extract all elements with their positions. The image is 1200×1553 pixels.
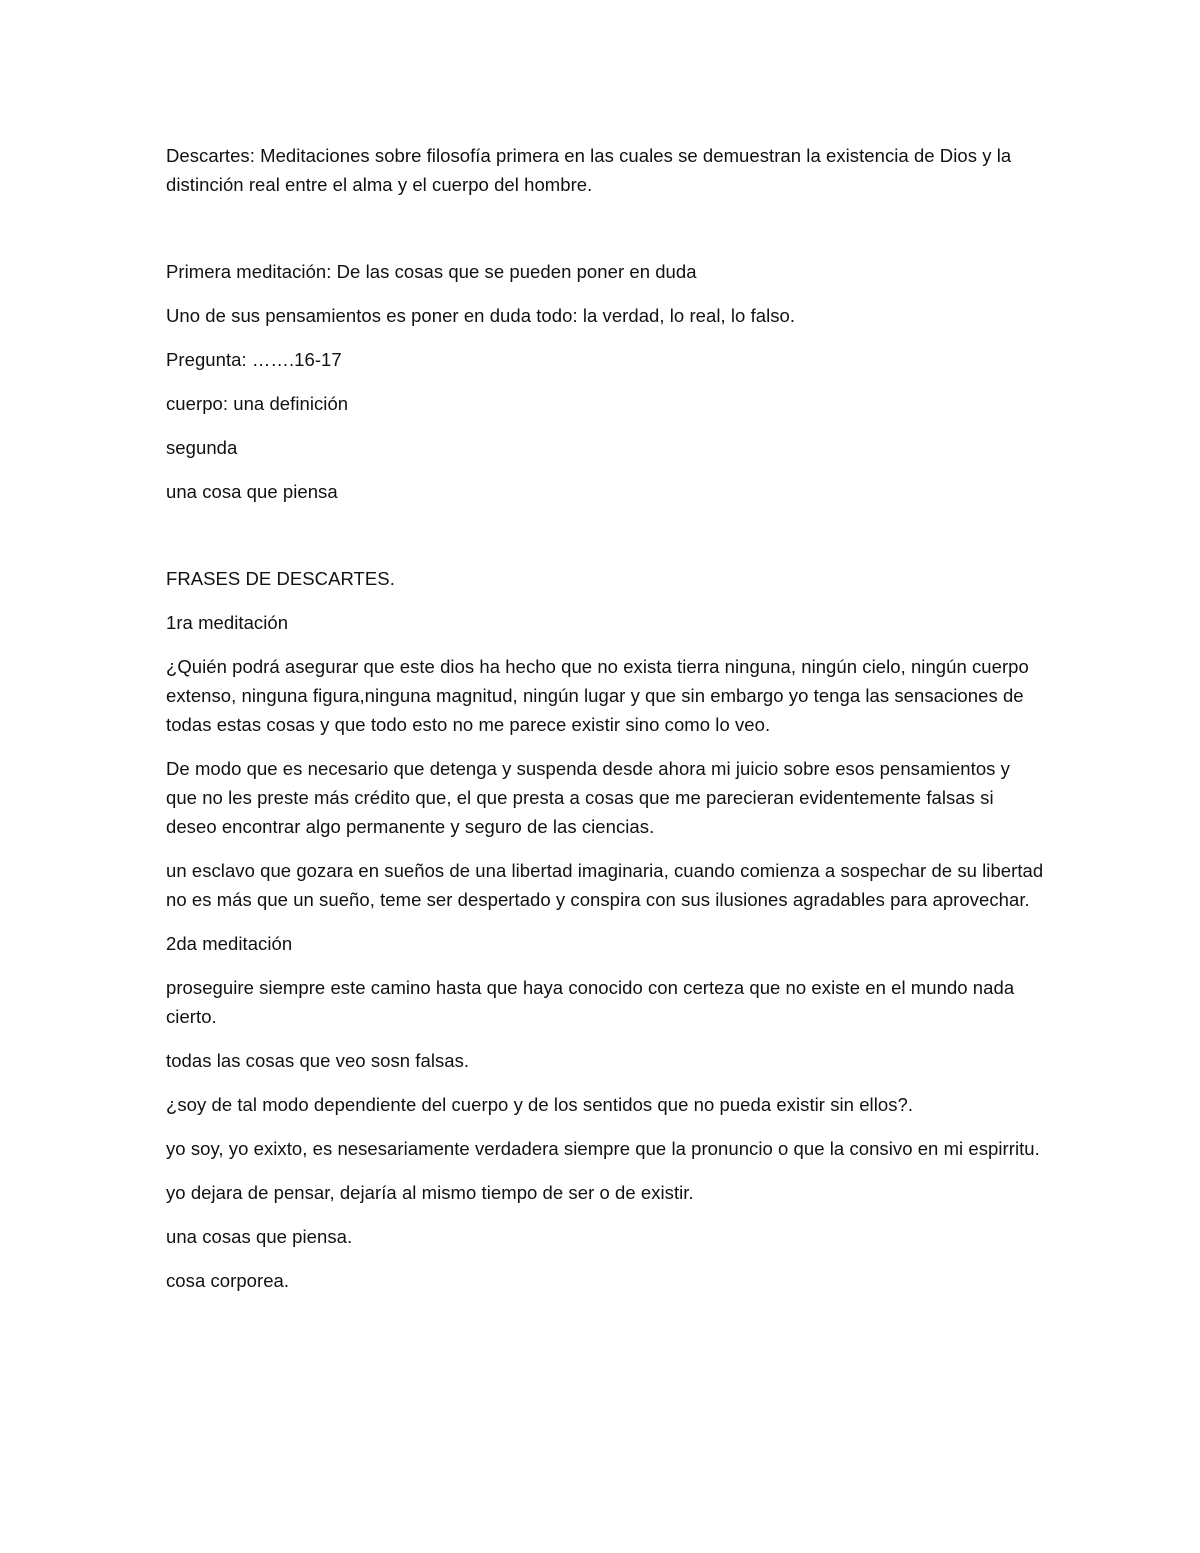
quote-paragraph: una cosas que piensa. xyxy=(166,1226,353,1247)
quote-paragraph: un esclavo que gozara en sueños de una libertad imaginaria, cuando comienza a sospechar de su libertad no es más que un sueño, teme ser despertado y conspira con sus ilusiones agradables para aprovechar. xyxy=(166,860,1044,910)
paragraph: cuerpo: una definición xyxy=(166,393,349,414)
document-title: Descartes: Meditaciones sobre filosofía primera en las cuales se demuestran la existencia de Dios y la distinción real entre el alma y el cuerpo del hombre. xyxy=(166,145,1012,195)
section-heading-primera-meditacion: Primera meditación: De las cosas que se pueden poner en duda xyxy=(166,261,697,282)
quote-paragraph: todas las cosas que veo sosn falsas. xyxy=(166,1050,470,1071)
quote-paragraph: cosa corporea. xyxy=(166,1270,290,1291)
paragraph: Uno de sus pensamientos es poner en duda todo: la verdad, lo real, lo falso. xyxy=(166,305,796,326)
paragraph: Pregunta: …….16-17 xyxy=(166,349,342,370)
subheading-2da-meditacion: 2da meditación xyxy=(166,933,293,954)
subheading-1ra-meditacion: 1ra meditación xyxy=(166,612,289,633)
quote-paragraph: ¿soy de tal modo dependiente del cuerpo y de los sentidos que no pueda existir sin ellos?. xyxy=(166,1094,914,1115)
section-heading-frases: FRASES DE DESCARTES. xyxy=(166,568,395,589)
quote-paragraph: proseguire siempre este camino hasta que haya conocido con certeza que no existe en el mundo nada cierto. xyxy=(166,977,1015,1027)
paragraph: una cosa que piensa xyxy=(166,481,338,502)
quote-paragraph: yo dejara de pensar, dejaría al mismo tiempo de ser o de existir. xyxy=(166,1182,694,1203)
quote-paragraph: yo soy, yo exixto, es nesesariamente verdadera siempre que la pronuncio o que la consivo en mi espirritu. xyxy=(166,1138,1040,1159)
quote-paragraph: ¿Quién podrá asegurar que este dios ha hecho que no exista tierra ninguna, ningún cielo, ningún cuerpo extenso, ninguna figura,ninguna magnitud, ningún lugar y que sin embargo yo tenga las sensaciones de todas estas cosas y que todo esto no me parece existir sino como lo veo. xyxy=(166,656,1029,735)
paragraph: segunda xyxy=(166,437,238,458)
document-body xyxy=(166,141,1046,1310)
quote-paragraph: De modo que es necesario que detenga y suspenda desde ahora mi juicio sobre esos pensamientos y que no les preste más crédito que, el que presta a cosas que me parecieran evidentemente falsas si deseo encontrar algo permanente y seguro de las ciencias. xyxy=(166,758,1010,837)
